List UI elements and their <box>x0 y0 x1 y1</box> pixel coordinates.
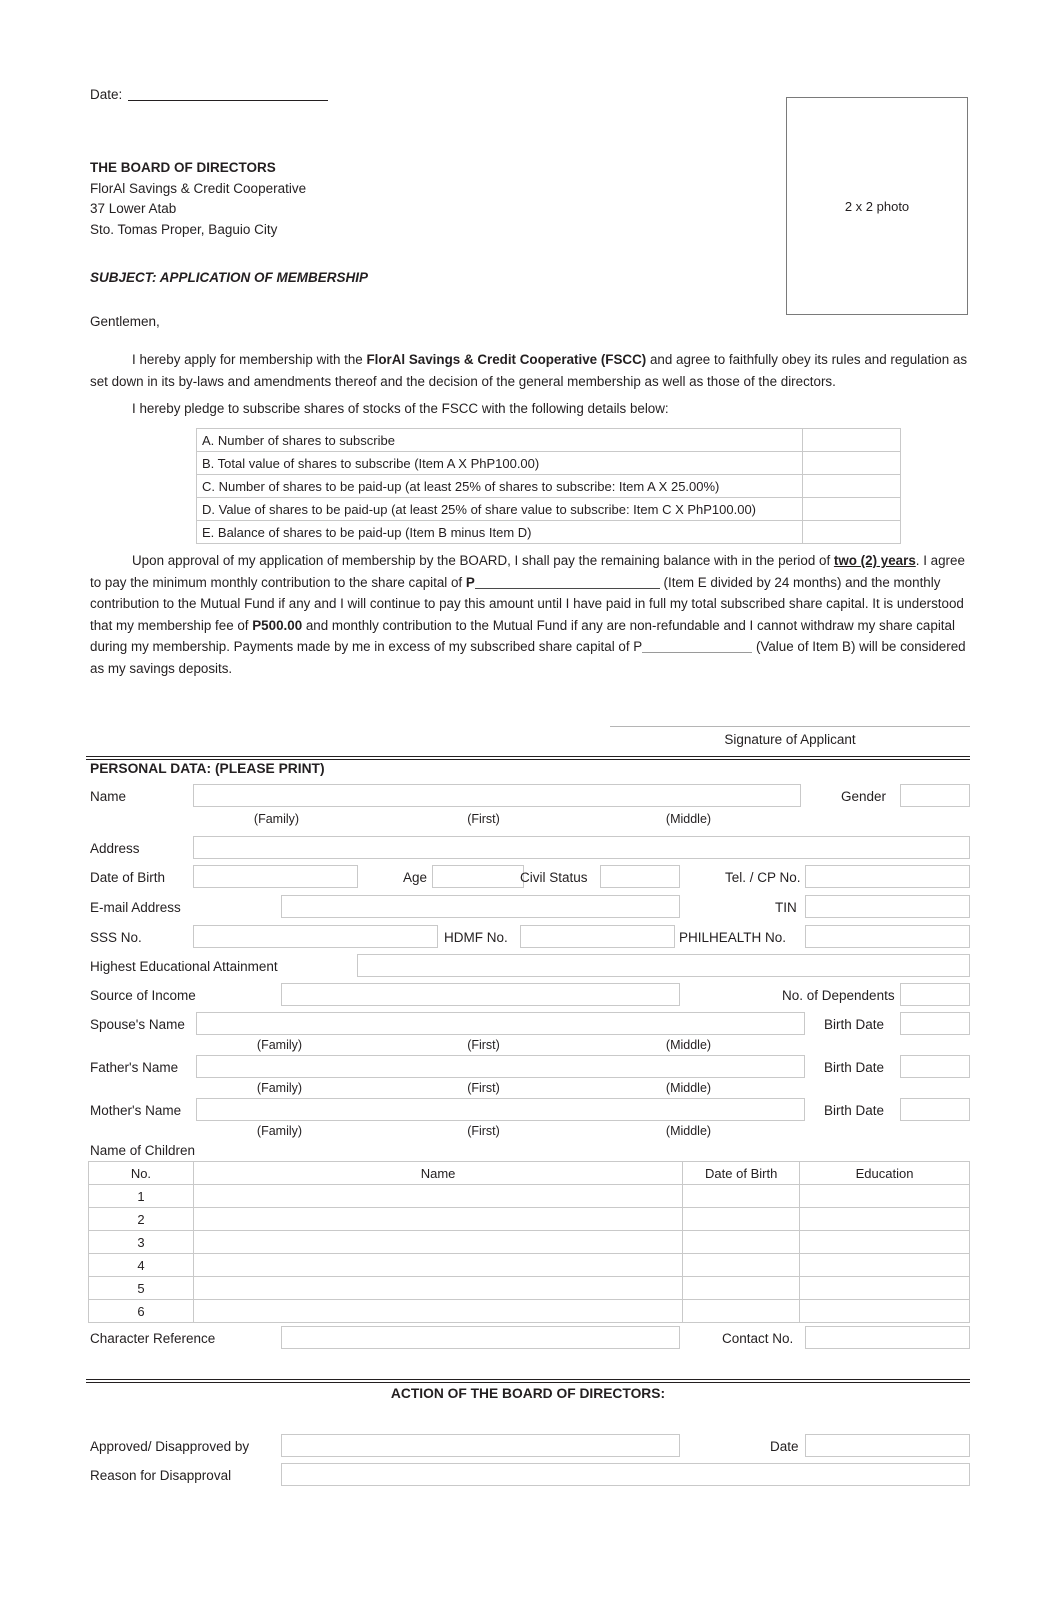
p3-part-c: . I agree to pay the minimum monthly contribution to the share capital of <box>90 553 965 590</box>
table-row <box>197 475 901 498</box>
child-no: 2 <box>89 1208 194 1231</box>
spouse-sub-family: (Family) <box>256 1038 303 1052</box>
shares-row-value[interactable] <box>803 498 901 521</box>
mother-sub-middle: (Middle) <box>665 1124 712 1138</box>
name-sub-family: (Family) <box>253 812 300 826</box>
table-row <box>89 1208 970 1231</box>
child-dob-input[interactable] <box>683 1300 800 1323</box>
shares-table-body <box>197 429 901 544</box>
table-row <box>89 1254 970 1277</box>
shares-row-label: C. Number of shares to be paid-up (at least 25% of shares to subscribe: Item A X 25.00%) <box>197 475 803 498</box>
child-no: 4 <box>89 1254 194 1277</box>
children-table-head <box>89 1162 970 1185</box>
age-input[interactable] <box>432 865 524 888</box>
child-dob-input[interactable] <box>683 1208 800 1231</box>
father-sub-first: (First) <box>467 1081 500 1095</box>
education-label: Highest Educational Attainment <box>90 959 278 974</box>
address-line-2: Sto. Tomas Proper, Baguio City <box>90 221 278 237</box>
child-education-input[interactable] <box>800 1300 970 1323</box>
action-date-input[interactable] <box>805 1434 970 1457</box>
p1-part-a: I hereby apply for membership with the <box>132 352 367 367</box>
p1-org-bold: FlorAl Savings & Credit Cooperative (FSCC) <box>366 352 647 367</box>
paragraph-apply <box>90 349 970 392</box>
date-of-birth-input[interactable] <box>193 865 358 888</box>
table-row <box>197 452 901 475</box>
p3-peso-sign-1: P <box>465 574 475 590</box>
section-divider-personal <box>86 756 970 760</box>
approved-by-label: Approved/ Disapproved by <box>90 1439 250 1454</box>
child-no: 6 <box>89 1300 194 1323</box>
email-input[interactable] <box>281 895 680 918</box>
name-label: Name <box>90 789 127 804</box>
sss-input[interactable] <box>193 925 438 948</box>
salutation: Gentlemen, <box>90 314 160 329</box>
contact-no-label: Contact No. <box>722 1331 794 1346</box>
child-education-input[interactable] <box>800 1277 970 1300</box>
spouse-name-input[interactable] <box>196 1012 805 1035</box>
father-name-label: Father's Name <box>90 1060 179 1075</box>
child-name-input[interactable] <box>193 1254 682 1277</box>
shares-row-value[interactable] <box>803 429 901 452</box>
children-col-no: No. <box>89 1162 194 1185</box>
date-label: Date: <box>90 87 123 102</box>
spouse-sub-middle: (Middle) <box>665 1038 712 1052</box>
mother-birthdate-label: Birth Date <box>824 1103 885 1118</box>
shares-row-value[interactable] <box>803 521 901 544</box>
signature-line[interactable] <box>610 726 970 727</box>
gender-label: Gender <box>841 789 887 804</box>
address-line-1: 37 Lower Atab <box>90 201 177 216</box>
child-dob-input[interactable] <box>683 1254 800 1277</box>
tin-input[interactable] <box>805 895 970 918</box>
table-row <box>89 1300 970 1323</box>
table-row <box>89 1277 970 1300</box>
name-input[interactable] <box>193 784 801 807</box>
child-no: 1 <box>89 1185 194 1208</box>
child-name-input[interactable] <box>193 1277 682 1300</box>
child-name-input[interactable] <box>193 1231 682 1254</box>
p3-part-f: (Value of Item B) will be considered as my savings deposits. <box>90 639 966 676</box>
paragraph-terms <box>90 550 970 679</box>
table-row <box>197 521 901 544</box>
father-name-input[interactable] <box>196 1055 805 1078</box>
child-dob-input[interactable] <box>683 1185 800 1208</box>
reason-for-disapproval-input[interactable] <box>281 1463 970 1486</box>
telephone-input[interactable] <box>805 865 970 888</box>
education-input[interactable] <box>357 954 970 977</box>
civil-status-input[interactable] <box>600 865 680 888</box>
hdmf-label: HDMF No. <box>444 930 508 945</box>
photo-placeholder-label: 2 x 2 photo <box>844 198 910 214</box>
spouse-sub-first: (First) <box>467 1038 500 1052</box>
children-section-label: Name of Children <box>90 1143 196 1158</box>
name-sub-first: (First) <box>467 812 500 826</box>
table-row <box>89 1185 970 1208</box>
children-table-body <box>89 1185 970 1323</box>
sss-label: SSS No. <box>90 930 142 945</box>
child-education-input[interactable] <box>800 1254 970 1277</box>
shares-row-value[interactable] <box>803 452 901 475</box>
hdmf-input[interactable] <box>520 925 675 948</box>
table-header-row <box>89 1162 970 1185</box>
father-birthdate-input[interactable] <box>900 1055 970 1078</box>
p1-part-c: and agree to faithfully obey its rules and regulation as set down in its by-laws and amendments thereof and the decision of the general membership as well as those of the directors. <box>90 352 968 389</box>
organization-name: FlorAl Savings & Credit Cooperative <box>90 180 307 196</box>
children-col-dob: Date of Birth <box>683 1162 800 1185</box>
source-of-income-label: Source of Income <box>90 988 196 1003</box>
name-sub-middle: (Middle) <box>665 812 712 826</box>
approved-by-input[interactable] <box>281 1434 680 1457</box>
photo-placeholder-box[interactable] <box>786 97 968 315</box>
children-col-name: Name <box>193 1162 682 1185</box>
tin-label: TIN <box>775 900 797 915</box>
p3-two-years: two (2) years <box>833 553 916 568</box>
age-label: Age <box>403 870 428 885</box>
addressee-title: THE BOARD OF DIRECTORS <box>90 160 276 175</box>
date-field-row <box>90 88 328 102</box>
address-label: Address <box>90 841 140 856</box>
children-col-education: Education <box>800 1162 970 1185</box>
p3-part-e: and monthly contribution to the Mutual Fund if any are non-refundable and I cannot withdraw my share capital during my membership. Payments made by me in excess of my subscribed share capital of <box>90 617 955 654</box>
father-birthdate-label: Birth Date <box>824 1060 885 1075</box>
signature-label: Signature of Applicant <box>724 732 856 747</box>
dependents-label: No. of Dependents <box>782 988 895 1003</box>
child-no: 5 <box>89 1277 194 1300</box>
p3-peso-sign-2: P <box>633 639 643 654</box>
date-write-in-line[interactable] <box>128 88 328 101</box>
children-table <box>88 1161 970 1323</box>
philhealth-label: PHILHEALTH No. <box>679 930 787 945</box>
shares-row-label: E. Balance of shares to be paid-up (Item B minus Item D) <box>197 521 803 544</box>
p3-part-a: Upon approval of my application of membership by the BOARD, I shall pay the remaining balance with in the period of <box>132 553 834 568</box>
table-row <box>89 1231 970 1254</box>
shares-row-label: A. Number of shares to subscribe <box>197 429 803 452</box>
shares-row-label: B. Total value of shares to subscribe (Item A X PhP100.00) <box>197 452 803 475</box>
mother-birthdate-input[interactable] <box>900 1098 970 1121</box>
philhealth-input[interactable] <box>805 925 970 948</box>
personal-data-section-title: PERSONAL DATA: (PLEASE PRINT) <box>90 761 325 776</box>
spouse-birthdate-label: Birth Date <box>824 1017 885 1032</box>
child-dob-input[interactable] <box>683 1231 800 1254</box>
father-sub-middle: (Middle) <box>665 1081 712 1095</box>
subject-line: SUBJECT: APPLICATION OF MEMBERSHIP <box>90 270 369 285</box>
telephone-label: Tel. / CP No. <box>725 870 801 885</box>
date-of-birth-label: Date of Birth <box>90 870 166 885</box>
child-name-input[interactable] <box>193 1300 682 1323</box>
mother-sub-family: (Family) <box>256 1124 303 1138</box>
child-education-input[interactable] <box>800 1231 970 1254</box>
section-divider-action <box>86 1379 970 1383</box>
child-dob-input[interactable] <box>683 1277 800 1300</box>
contact-no-input[interactable] <box>805 1326 970 1349</box>
child-education-input[interactable] <box>800 1208 970 1231</box>
address-input[interactable] <box>193 836 970 859</box>
email-label: E-mail Address <box>90 900 181 915</box>
action-date-label: Date <box>770 1439 799 1454</box>
character-reference-input[interactable] <box>281 1326 680 1349</box>
child-education-input[interactable] <box>800 1185 970 1208</box>
child-name-input[interactable] <box>193 1208 682 1231</box>
source-of-income-input[interactable] <box>281 983 680 1006</box>
shares-row-value[interactable] <box>803 475 901 498</box>
gender-input[interactable] <box>900 784 970 807</box>
child-no: 3 <box>89 1231 194 1254</box>
father-sub-family: (Family) <box>256 1081 303 1095</box>
mother-name-label: Mother's Name <box>90 1103 182 1118</box>
table-row <box>197 498 901 521</box>
spouse-name-label: Spouse's Name <box>90 1017 185 1032</box>
monthly-contribution-write-in[interactable] <box>475 577 660 589</box>
shares-subscription-table <box>196 428 901 544</box>
reason-for-disapproval-label: Reason for Disapproval <box>90 1468 232 1483</box>
character-reference-label: Character Reference <box>90 1331 216 1346</box>
civil-status-label: Civil Status <box>520 870 588 885</box>
addressee-block <box>90 158 306 240</box>
paragraph-pledge: I hereby pledge to subscribe shares of stocks of the FSCC with the following details below: <box>132 401 669 416</box>
mother-name-input[interactable] <box>196 1098 805 1121</box>
p3-part-d: (Item E divided by 24 months) and the monthly contribution to the Mutual Fund if any and I will continue to pay this amount until I have paid in full my total subscribed share capital. It is understood that my membership fee of <box>90 574 964 633</box>
p3-membership-fee: P500.00 <box>252 617 303 633</box>
child-name-input[interactable] <box>193 1185 682 1208</box>
excess-capital-write-in[interactable] <box>642 641 752 653</box>
action-section-title: ACTION OF THE BOARD OF DIRECTORS: <box>390 1386 666 1401</box>
spouse-birthdate-input[interactable] <box>900 1012 970 1035</box>
mother-sub-first: (First) <box>467 1124 500 1138</box>
dependents-input[interactable] <box>900 983 970 1006</box>
table-row <box>197 429 901 452</box>
shares-row-label: D. Value of shares to be paid-up (at least 25% of share value to subscribe: Item C X PhP100.00) <box>197 498 803 521</box>
